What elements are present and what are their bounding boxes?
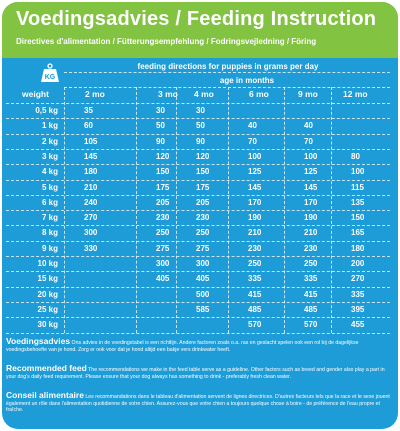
feed-amount-cell: 145 (304, 182, 318, 192)
feed-amount-cell: 165 (351, 228, 365, 238)
month-header: 2 mo (85, 89, 105, 99)
feed-amount-cell: 40 (304, 121, 313, 131)
feed-amount-cell: 120 (196, 151, 210, 161)
feed-amount-cell: 275 (196, 243, 210, 253)
note-heading: Conseil alimentaire (6, 390, 84, 400)
weight-cell: 3 kg (41, 151, 58, 161)
weight-cell: 8 kg (41, 228, 58, 238)
feed-amount-cell: 90 (196, 136, 205, 146)
feed-amount-cell: 210 (84, 182, 98, 192)
feed-amount-cell: 70 (248, 136, 257, 146)
feed-amount-cell: 135 (351, 197, 365, 207)
note-english (6, 365, 392, 380)
note-french (6, 392, 392, 414)
feed-amount-cell: 330 (84, 243, 98, 253)
feed-amount-cell: 210 (304, 228, 318, 238)
weight-cell: 10 kg (37, 259, 58, 268)
feed-amount-cell: 30 (156, 106, 165, 115)
weight-cell: 6 kg (41, 197, 58, 207)
feed-amount-cell: 170 (248, 197, 262, 207)
feed-amount-cell: 115 (351, 182, 364, 192)
weight-cell: 5 kg (41, 182, 58, 192)
feed-amount-cell: 150 (156, 167, 170, 177)
weight-cell: 4 kg (41, 167, 58, 177)
feed-amount-cell: 30 (196, 106, 205, 115)
note-dutch (6, 338, 392, 353)
feed-amount-cell: 80 (351, 151, 360, 161)
feed-amount-cell: 70 (304, 136, 313, 146)
feed-amount-cell: 250 (304, 259, 318, 268)
feeding-instruction-card (2, 2, 398, 429)
feed-amount-cell: 200 (351, 259, 365, 268)
feed-amount-cell: 300 (196, 259, 210, 268)
feed-amount-cell: 125 (304, 167, 318, 177)
feed-amount-cell: 60 (84, 121, 93, 131)
note-heading: Recommended feed (6, 363, 87, 373)
feed-amount-cell: 485 (248, 304, 262, 314)
month-header: 12 mo (343, 89, 368, 99)
note-text: Les recommandations dans le tableau d'alimentation servent de lignes directrices. D'autres facteurs tels que la race et le sexe jouent également un rôle dans l'alimentation quotidienne de votre chien. Assurez-vous que votre chien a toujours quelque chose à boire - de préférence de l'eau propre et fraîche. (6, 394, 390, 414)
feed-amount-cell: 50 (196, 121, 205, 131)
feed-amount-cell: 240 (84, 197, 98, 207)
feed-amount-cell: 300 (84, 228, 98, 238)
weight-kg-icon (40, 63, 60, 83)
feed-amount-cell: 270 (351, 274, 365, 284)
feed-amount-cell: 180 (351, 243, 365, 253)
header-banner (2, 2, 398, 58)
weight-cell: 30 kg (37, 320, 58, 330)
weight-cell: 2 kg (41, 136, 58, 146)
feed-amount-cell: 405 (196, 274, 210, 284)
feed-amount-cell: 100 (304, 151, 318, 161)
feed-amount-cell: 120 (156, 151, 170, 161)
feed-amount-cell: 50 (156, 121, 165, 131)
table-divider (176, 87, 177, 333)
feed-amount-cell: 230 (196, 213, 210, 223)
page-title: Voedingsadvies / Feeding Instruction (16, 8, 377, 30)
feed-amount-cell: 100 (248, 151, 262, 161)
feed-amount-cell: 90 (156, 136, 165, 146)
table-divider (64, 87, 65, 333)
weight-cell: 1 kg (41, 121, 58, 131)
feed-amount-cell: 230 (156, 213, 170, 223)
feed-amount-cell: 190 (248, 213, 262, 223)
feed-amount-cell: 335 (304, 274, 318, 284)
feed-amount-cell: 485 (304, 304, 318, 314)
feed-amount-cell: 175 (196, 182, 210, 192)
table-caption: feeding directions for puppies in grams per day (137, 62, 319, 71)
feed-amount-cell: 250 (156, 228, 170, 238)
weight-cell: 9 kg (41, 243, 58, 253)
page-subtitle: Directives d'alimentation / Fütterungsempfehlung / Fodringsvejledning / Föring (16, 37, 317, 46)
weight-cell: 0,5 kg (35, 106, 58, 115)
feed-amount-cell: 190 (304, 213, 318, 223)
kg-icon-label: KG (44, 74, 56, 81)
feed-amount-cell: 405 (156, 274, 170, 284)
table-divider (331, 87, 332, 333)
note-heading: Voedingsadvies (6, 336, 71, 346)
feed-amount-cell: 250 (248, 259, 262, 268)
feed-amount-cell: 145 (248, 182, 262, 192)
feed-amount-cell: 40 (248, 121, 257, 131)
table-divider (6, 333, 390, 334)
feed-amount-cell: 300 (156, 259, 170, 268)
month-header: 3 mo (158, 89, 178, 99)
feed-amount-cell: 250 (196, 228, 210, 238)
feed-amount-cell: 105 (84, 136, 98, 146)
feed-amount-cell: 455 (351, 320, 365, 330)
feed-amount-cell: 275 (156, 243, 170, 253)
table-divider (284, 87, 285, 333)
feed-amount-cell: 205 (196, 197, 210, 207)
feed-amount-cell: 570 (248, 320, 262, 330)
weight-cell: 7 kg (41, 213, 58, 223)
feed-amount-cell: 35 (84, 106, 93, 115)
table-divider (136, 87, 137, 333)
feed-amount-cell: 170 (304, 197, 318, 207)
age-caption: age in months (219, 76, 275, 85)
feed-amount-cell: 335 (248, 274, 262, 284)
feed-amount-cell: 335 (351, 289, 365, 299)
feed-amount-cell: 230 (304, 243, 318, 253)
feed-amount-cell: 395 (351, 304, 365, 314)
feed-amount-cell: 150 (351, 213, 365, 223)
feed-amount-cell: 585 (196, 304, 210, 314)
feed-amount-cell: 210 (248, 228, 262, 238)
feed-amount-cell: 125 (248, 167, 262, 177)
feed-amount-cell: 230 (248, 243, 262, 253)
table-divider (64, 72, 390, 73)
feed-amount-cell: 570 (304, 320, 318, 330)
table-divider (64, 87, 390, 88)
feed-amount-cell: 500 (196, 289, 210, 299)
feeding-table (6, 58, 394, 337)
weight-cell: 25 kg (37, 304, 58, 314)
note-text: Ons advies in de voedingstabel is een richtlijn. Andere factoren zoals o.a. ras en geslacht spelen ook een rol bij de dagelijkse voedingsbehoefte van je hond. Zorg er ook voor dat je hond altijd een bakje vers drinkwater heeft. (6, 340, 359, 353)
feed-amount-cell: 205 (156, 197, 170, 207)
weight-cell: 15 kg (37, 274, 58, 284)
month-header: 6 mo (249, 89, 269, 99)
feed-amount-cell: 415 (304, 289, 318, 299)
feed-amount-cell: 145 (84, 151, 98, 161)
feed-amount-cell: 100 (351, 167, 365, 177)
month-header: 4 mo (194, 89, 214, 99)
feed-amount-cell: 270 (84, 213, 98, 223)
weight-column-header: weight (22, 89, 49, 99)
month-header: 9 mo (298, 89, 318, 99)
note-text: The recommendations we make in the feed table serve as a guideline. Other factors such as breed and gender also play a part in your dog's daily feed requirement. Please ensure that your dog always has something to drink - preferably fresh clean water. (6, 367, 385, 380)
feed-amount-cell: 415 (248, 289, 262, 299)
feed-amount-cell: 150 (196, 167, 210, 177)
weight-cell: 20 kg (37, 289, 58, 299)
feed-amount-cell: 175 (156, 182, 170, 192)
table-divider (228, 87, 229, 333)
feed-amount-cell: 180 (84, 167, 98, 177)
